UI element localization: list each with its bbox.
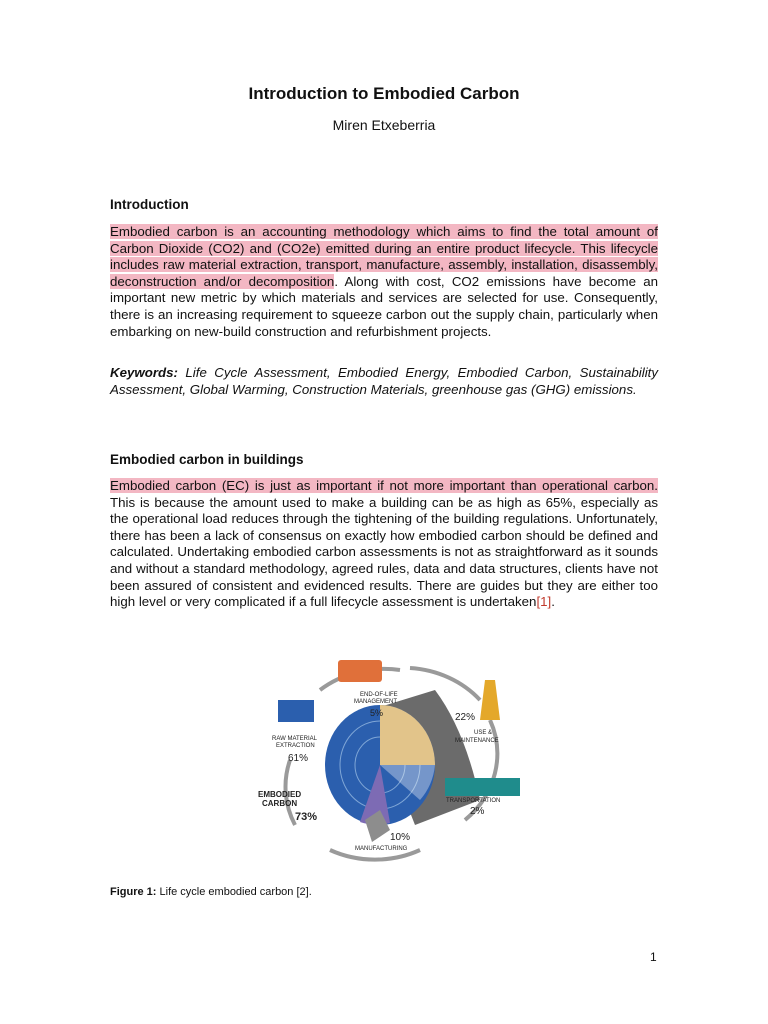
eol-label: MANAGEMENT bbox=[354, 699, 398, 705]
raw-material-label: RAW MATERIAL bbox=[272, 736, 318, 742]
document-title: Introduction to Embodied Carbon bbox=[248, 84, 520, 103]
buildings-paragraph bbox=[110, 478, 658, 611]
vacuum-icon bbox=[480, 680, 500, 720]
keywords-paragraph bbox=[110, 365, 658, 398]
use-label: MAINTENANCE bbox=[455, 738, 499, 744]
embodied-percent: 73% bbox=[295, 811, 318, 823]
sentence-end: . bbox=[551, 594, 555, 610]
transport-label: TRANSPORTATION bbox=[446, 798, 501, 804]
manufacturing-label: MANUFACTURING bbox=[355, 846, 408, 852]
transport-percent: 2% bbox=[470, 806, 485, 817]
oil-pump-icon bbox=[278, 700, 314, 722]
intro-text: . Along with cost, CO2 emissions have become an important new metric by which materials and services are selected for use. Consequently, there is an increasing requirement to squeeze carbon out the supply chain, particularly when embarking on new-build construction and refurbishment projects. bbox=[110, 273, 658, 339]
raw-material-label: EXTRACTION bbox=[276, 743, 315, 749]
buildings-text: This is because the amount used to make a building can be as high as 65%, especially as the operational load reduces through the tightening of the building regulations. Unfortunately, there has been a lack of consensus on exactly how embodied carbon should be defined and calculated. Undertaking embodied carbon assessments is not as straightforward as it sounds and without a standard methodology, agreed rules, data and data structures, clients have not been assured of consistent and evidenced results. There are guides but they are either too high level or very complicated if a full lifecycle assessment is undertaken bbox=[110, 494, 658, 610]
truck-icon bbox=[338, 660, 382, 682]
use-label: USE & bbox=[474, 730, 493, 736]
document-author: Miren Etxeberria bbox=[332, 117, 436, 133]
intro-paragraph bbox=[110, 224, 658, 340]
manufacturing-percent: 10% bbox=[390, 832, 411, 843]
eol-percent: 5% bbox=[370, 708, 384, 718]
caption-label: Figure 1: bbox=[110, 886, 157, 898]
embodied-label: CARBON bbox=[262, 799, 298, 808]
keywords-text: Life Cycle Assessment, Embodied Energy, Embodied Carbon, Sustainability Assessment, Global Warming, Construction Materials, greenhouse gas (GHG) emissions. bbox=[110, 365, 658, 397]
section-heading-introduction: Introduction bbox=[110, 197, 189, 212]
lifecycle-figure bbox=[250, 660, 670, 870]
section-heading-buildings: Embodied carbon in buildings bbox=[110, 452, 304, 467]
use-percent: 22% bbox=[455, 712, 476, 723]
train-icon bbox=[445, 778, 520, 796]
highlighted-text: Embodied carbon (EC) is just as important if not more important than operational carbon. bbox=[110, 478, 658, 493]
embodied-label: EMBODIED bbox=[258, 790, 302, 799]
page-number: 1 bbox=[650, 950, 657, 964]
reference-link[interactable]: [1] bbox=[536, 594, 552, 610]
lifecycle-diagram bbox=[250, 660, 670, 870]
keywords-label: Keywords: bbox=[110, 365, 178, 380]
eol-label: END-OF-LIFE bbox=[360, 692, 398, 698]
figure-caption bbox=[110, 886, 312, 898]
caption-text: Life cycle embodied carbon [2]. bbox=[156, 886, 312, 898]
highlighted-text: Embodied carbon is an accounting methodology which aims to find the total amount of Carbon Dioxide (CO2) and (CO2e) emitted during an entire product lifecycle. This lifecycle includes raw material extraction, transport, manufacture, assembly, installation, disassembly, deconstruction and/or decomposition bbox=[110, 224, 658, 289]
raw-material-percent: 61% bbox=[288, 753, 309, 764]
tube-illustration bbox=[325, 690, 480, 825]
